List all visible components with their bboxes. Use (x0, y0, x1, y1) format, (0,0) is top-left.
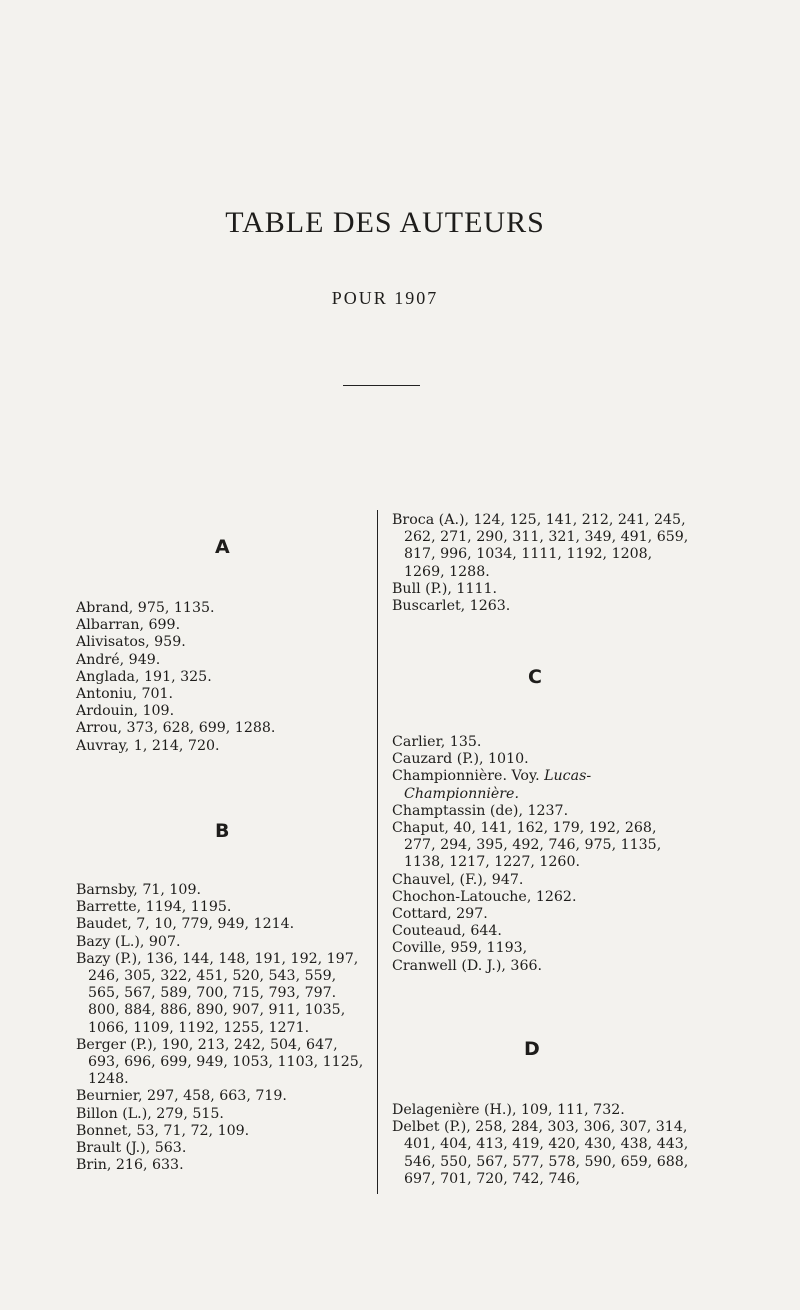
section-letter-b: B (215, 820, 230, 842)
index-entry: Brin, 216, 633. (76, 1157, 184, 1174)
index-entry: Anglada, 191, 325. (76, 668, 212, 685)
index-entry: Chaput, 40, 141, 162, 179, 192, 268, 277, 294, 395, 492, 746, 975, 1135, 1138, 1217, 1227, 1260. (392, 820, 662, 871)
index-entry: Alivisatos, 959. (76, 634, 186, 651)
index-entry: Buscarlet, 1263. (392, 598, 511, 615)
index-entry: Arrou, 373, 628, 699, 1288. (76, 720, 276, 737)
index-entry: Barnsby, 71, 109. (76, 882, 201, 898)
index-entry: Carlier, 135. (392, 734, 482, 750)
section-a-list (76, 600, 366, 755)
index-entry: Baudet, 7, 10, 779, 949, 1214. (76, 916, 295, 933)
index-entry: Antoniu, 701. (76, 686, 174, 703)
index-entry: Bazy (L.), 907. (76, 933, 181, 950)
section-d-list (392, 1102, 692, 1188)
index-entry: Ardouin, 109. (76, 703, 175, 720)
section-b-continued-list (392, 512, 692, 615)
index-entry: Bonnet, 53, 71, 72, 109. (76, 1122, 250, 1139)
index-entry: Berger (P.), 190, 213, 242, 504, 647, 693, 696, 699, 949, 1053, 1103, 1125, 1248. (76, 1036, 364, 1088)
index-entry: Chochon-Latouche, 1262. (392, 888, 577, 905)
index-entry: Delbet (P.), 258, 284, 303, 306, 307, 314, 401, 404, 413, 419, 420, 430, 438, 443, 546, 550, 567, 577, 578, 590, 659, 688, 697, 701, 720, 742, 746, (392, 1119, 689, 1187)
index-entry: Champtassin (de), 1237. (392, 802, 569, 819)
page-subtitle: POUR 1907 (331, 288, 439, 308)
index-entry: Bazy (P.), 136, 144, 148, 191, 192, 197, 246, 305, 322, 451, 520, 543, 559, 565, 567, 589, 700, 715, 793, 797. 800, 884, 886, 890, 907, 911, 1035, 1066, 1109, 1192, 1255, 1271. (76, 950, 359, 1036)
cross-reference-target: Lucas-Championnière. (404, 768, 592, 802)
index-entry: Chauvel, (F.), 947. (392, 871, 524, 888)
index-entry: Bull (P.), 1111. (392, 580, 498, 597)
index-entry: Cranwell (D. J.), 366. (392, 957, 543, 974)
index-entry: Delagenière (H.), 109, 111, 732. (392, 1102, 625, 1118)
section-letter-d: D (524, 1038, 540, 1060)
index-entry: Albarran, 699. (76, 617, 181, 634)
index-entry: Auvray, 1, 214, 720. (76, 737, 220, 754)
index-entry-cross-reference (392, 768, 692, 802)
index-entry: Abrand, 975, 1135. (76, 600, 215, 616)
title-rule (343, 385, 420, 386)
index-entry: André, 949. (76, 651, 161, 668)
index-entry: Billon (L.), 279, 515. (76, 1105, 224, 1122)
index-entry: Barrette, 1194, 1195. (76, 899, 232, 916)
section-letter-c: C (528, 666, 542, 688)
section-letter-a: A (215, 536, 230, 558)
section-c-list (392, 734, 692, 975)
index-entry: Beurnier, 297, 458, 663, 719. (76, 1088, 287, 1105)
index-entry: Couteaud, 644. (392, 923, 502, 940)
index-entry: Cottard, 297. (392, 906, 488, 923)
index-entry: Cauzard (P.), 1010. (392, 751, 529, 768)
cross-reference-text: Championnière. Voy. (392, 768, 545, 785)
page-title: TABLE DES AUTEURS (225, 206, 545, 239)
section-b-list (76, 882, 366, 1174)
index-entry: Broca (A.), 124, 125, 141, 212, 241, 245, 262, 271, 290, 311, 321, 349, 491, 659, 817, 996, 1034, 1111, 1192, 1208, 1269, 1288. (392, 512, 689, 580)
index-entry: Brault (J.), 563. (76, 1140, 187, 1157)
index-entry: Coville, 959, 1193, (392, 940, 528, 957)
column-divider (377, 510, 378, 1194)
